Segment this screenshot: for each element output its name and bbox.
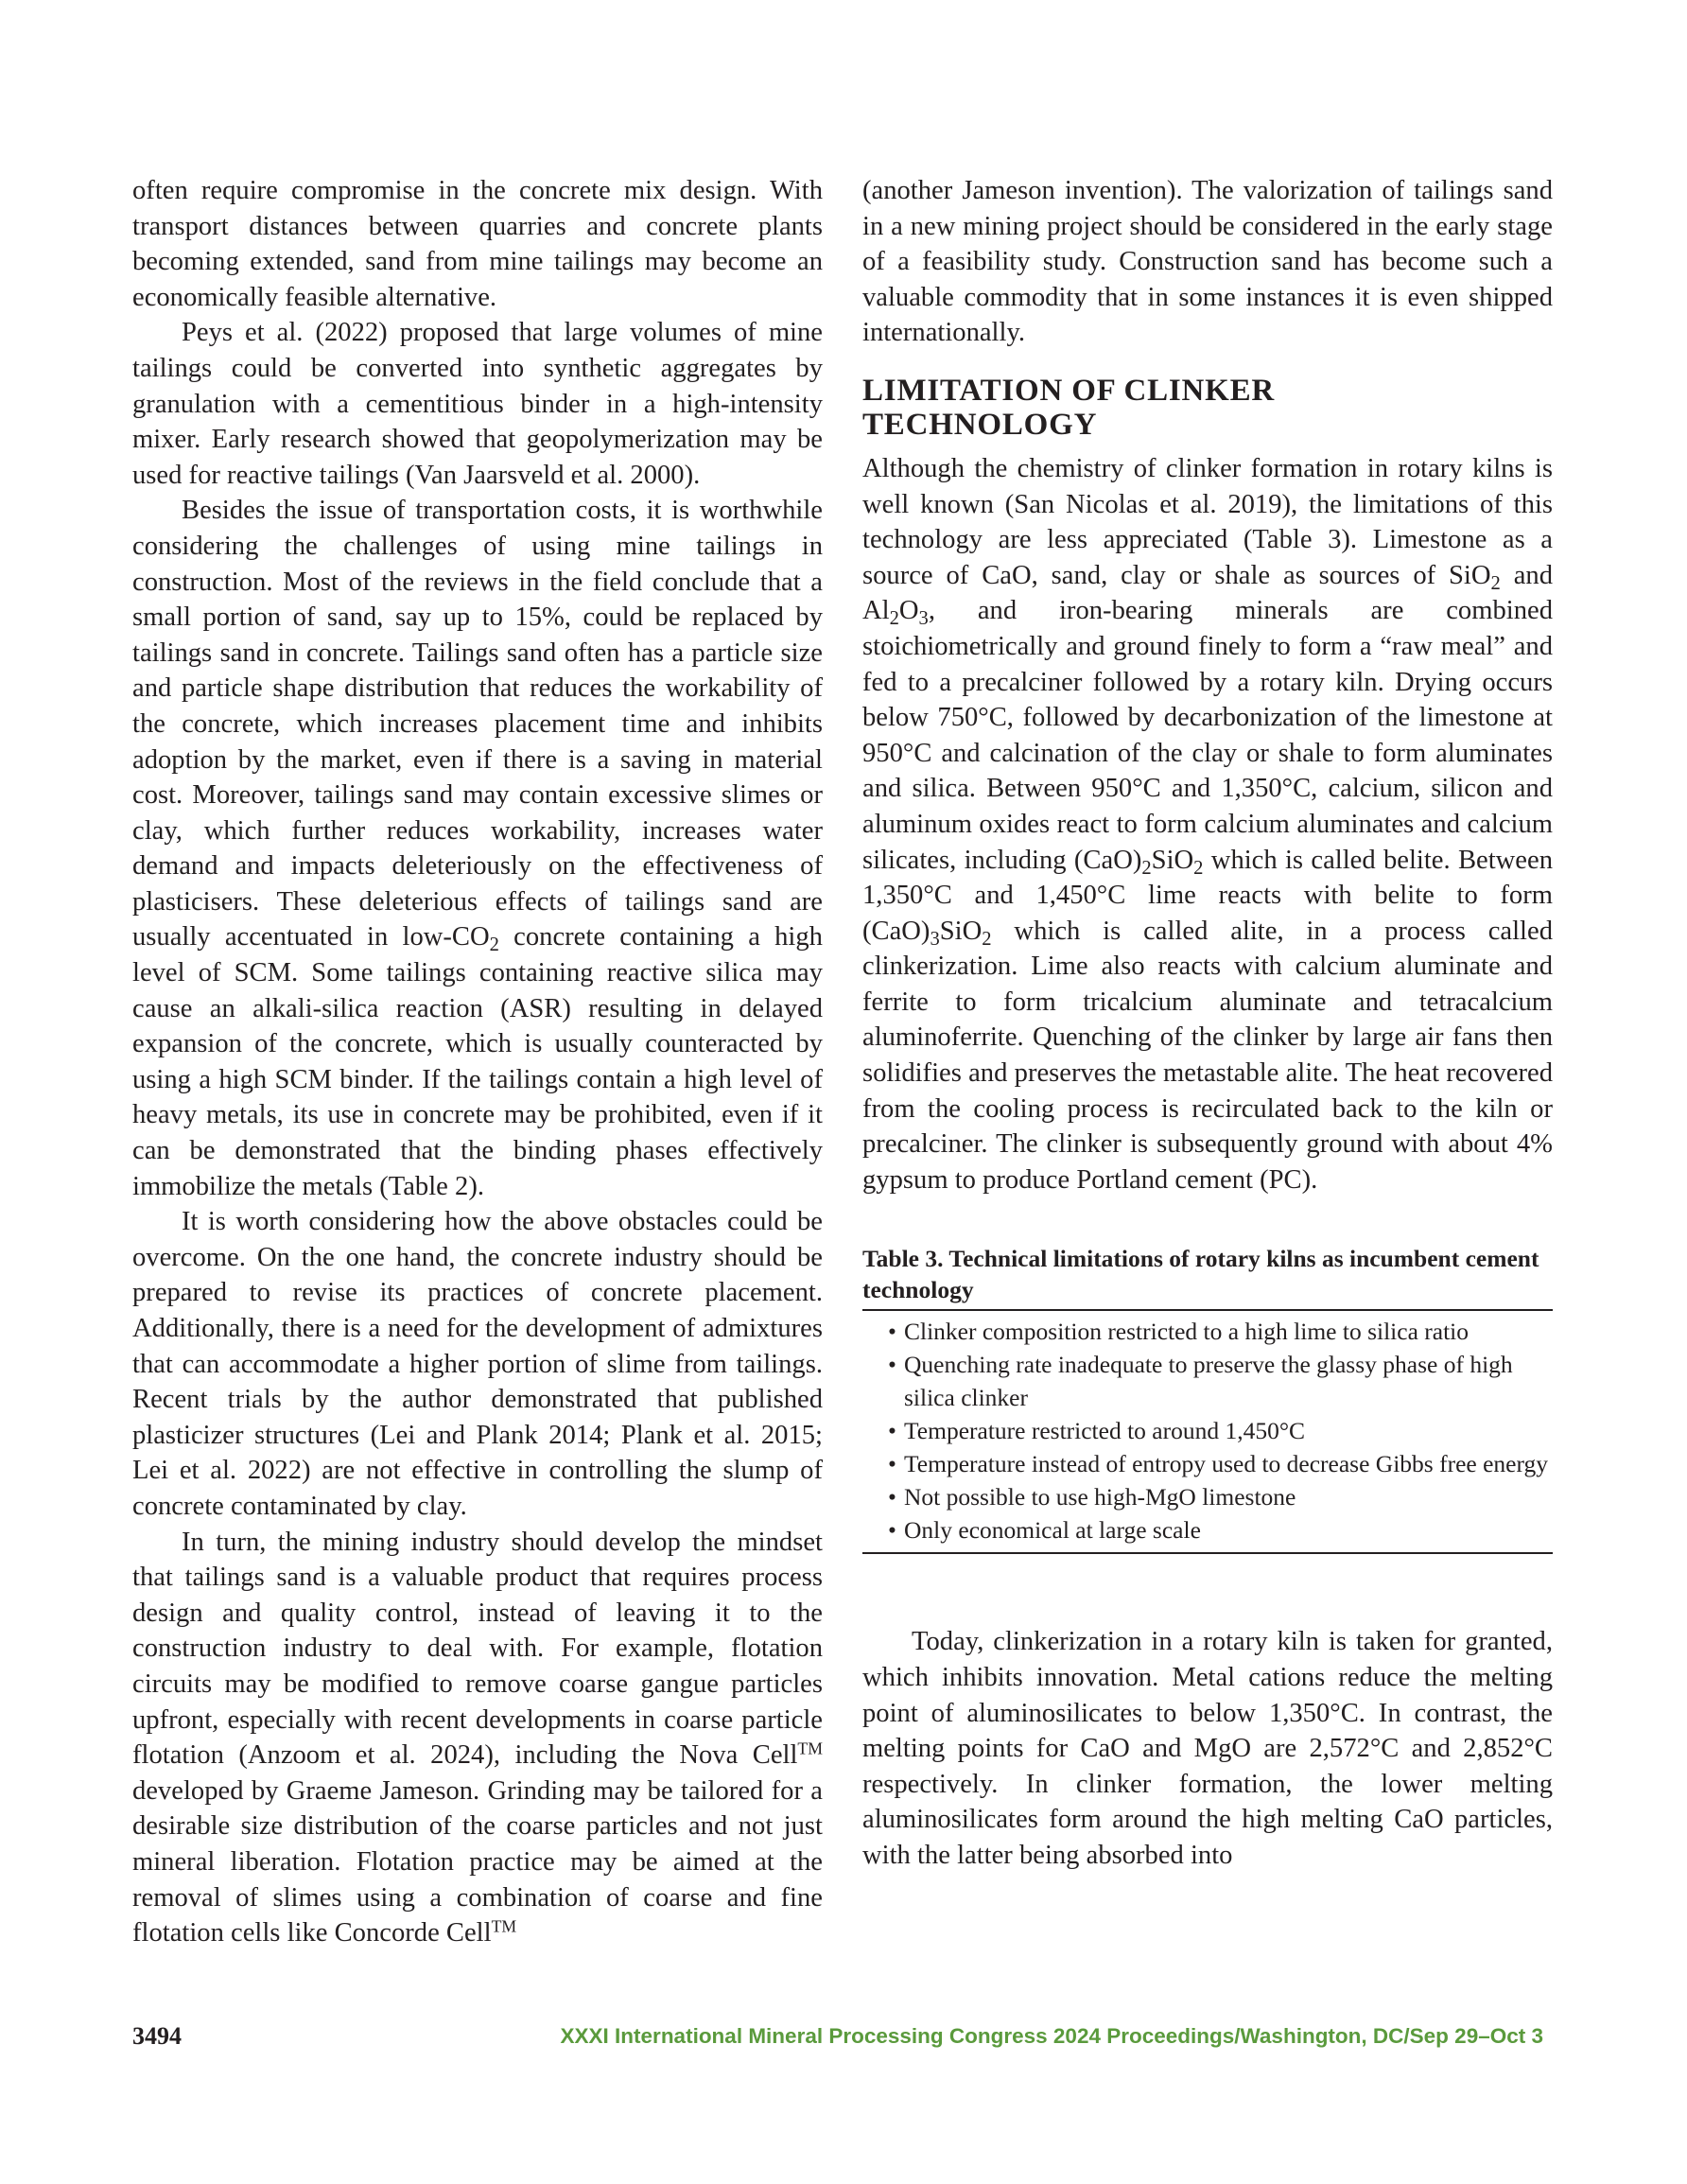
- list-item-text: Only economical at large scale: [904, 1516, 1201, 1545]
- paragraph: (another Jameson invention). The valorization of tailings sand in a new mining project should be considered in the early stage of a feasibility study. Construction sand has become such a valuable commodity that in some instances it is even shipped internationally.: [862, 176, 1553, 348]
- subscript: 3: [918, 608, 929, 630]
- bullet: •: [888, 1351, 896, 1379]
- list-item: [862, 1414, 1553, 1447]
- text-run: developed by Graeme Jameson. Grinding may be tailored for a desirable size distribution of the coarse particles and not just mineral liberation. Flotation practice may be aimed at the removal of slimes using a combination of coarse and fine flotation cells like Concorde Cell: [132, 1775, 823, 1948]
- text-run: and Al: [862, 560, 1554, 626]
- text-run: , and iron-bearing minerals are combined stoichiometrically and ground finely to form a “raw meal” and fed to a precalciner followed by a rotary kiln. Drying occurs below 750°C, followed by decarbonization of the limestone at 950°C and calcination of the clay or shale to form aluminates and silica. Between 950°C and 1,350°C, calcium, silicon and aluminum oxides react to form calcium aluminates and calcium silicates, including (CaO): [862, 596, 1553, 875]
- subscript: 3: [930, 928, 940, 950]
- heading-line: LIMITATION OF CLINKER: [862, 373, 1276, 408]
- subscript: 2: [889, 608, 899, 630]
- paragraph: Today, clinkerization in a rotary kiln is taken for granted, which inhibits innovation. Metal cations reduce the melting point of aluminosilicates to below 1,350°C. In contrast, the melting points for CaO and MgO are 2,572°C and 2,852°C respectively. In clinker formation, the lower melting aluminosilicates form around the high melting CaO particles, with the latter being absorbed into: [862, 1627, 1553, 1870]
- table-caption: Table 3. Technical limitations of rotary kilns as incumbent cement technology: [862, 1243, 1553, 1311]
- subscript: 2: [1193, 857, 1204, 879]
- list-item: [862, 1480, 1553, 1513]
- list-item: [862, 1315, 1553, 1348]
- bullet: •: [888, 1417, 896, 1445]
- text-run: Although the chemistry of clinker formation in rotary kilns is well known (San Nicolas et al. 2019), the limitations of this technology are less appreciated (Table 3). Limestone as a source of CaO, sand, clay or shale as sources of SiO: [862, 453, 1553, 590]
- text-run: which is called belite. Between 1,350°C and 1,450°C lime reacts with belite to form (CaO): [862, 845, 1553, 946]
- bullet: •: [888, 1483, 896, 1511]
- page-number: 3494: [132, 2022, 182, 2050]
- subscript: 2: [489, 935, 499, 956]
- bullet: •: [888, 1450, 896, 1478]
- paragraph: [862, 451, 1553, 1197]
- subscript: 2: [1141, 857, 1152, 879]
- paragraph: Peys et al. (2022) proposed that large volumes of mine tailings could be converted into synthetic aggregates by granulation with a cementitious binder in a high-intensity mixer. Early research showed that geopolymerization may be used for reactive tailings (Van Jaarsveld et al. 2000).: [132, 318, 823, 490]
- section-heading: [862, 374, 1553, 442]
- right-column: [862, 173, 1553, 1874]
- list-item: [862, 1447, 1553, 1480]
- trademark-superscript: TM: [797, 1738, 823, 1758]
- table-3: [862, 1243, 1553, 1554]
- paragraph: [132, 1525, 823, 1951]
- paragraph: often require compromise in the concrete mix design. With transport distances between quarries and concrete plants becoming extended, sand from mine tailings may become an economically feasible alternative.: [132, 176, 823, 312]
- subscript: 2: [1490, 572, 1501, 594]
- running-title: XXXI International Mineral Processing Congress 2024 Proceedings/Washington, DC/Sep 29–Oct 3: [560, 2024, 1543, 2048]
- list-item-text: Temperature instead of entropy used to decrease Gibbs free energy: [904, 1450, 1549, 1478]
- bullet: •: [888, 1516, 896, 1545]
- heading-line: TECHNOLOGY: [862, 407, 1098, 442]
- text-run: Besides the issue of transportation costs, it is worthwhile considering the challenges of using mine tailings in construction. Most of the reviews in the field conclude that a small portion of sand, say up to 15%, could be replaced by tailings sand in concrete. Tailings sand often has a particle size and particle shape distribution that reduces the workability of the concrete, which increases placement time and inhibits adoption by the market, even if there is a saving in material cost. Moreover, tailings sand may contain excessive slimes or clay, which further reduces workability, increases water demand and impacts deleteriously on the effectiveness of plasticisers. These deleterious effects of tailings sand are usually accentuated in low-CO: [132, 496, 823, 952]
- left-column: [132, 173, 823, 1951]
- list-item: [862, 1348, 1553, 1414]
- text-run: which is called alite, in a process called clinkerization. Lime also reacts with calcium aluminate and ferrite to form tricalcium aluminate and tetracalcium aluminoferrite. Quenching of the clinker by large air fans then solidifies and preserves the metastable alite. The heat recovered from the cooling process is recirculated back to the kiln or precalciner. The clinker is subsequently ground with about 4% gypsum to produce Portland cement (PC).: [862, 916, 1553, 1195]
- text-run: SiO: [939, 916, 983, 946]
- text-run: In turn, the mining industry should develop the mindset that tailings sand is a valuable product that requires process design and quality control, instead of leaving it to the construction industry to deal with. For example, flotation circuits may be modified to remove coarse gangue particles upfront, especially with recent developments in coarse particle flotation (Anzoom et al. 2024), including the Nova Cell: [132, 1527, 823, 1771]
- list-item-text: Clinker composition restricted to a high lime to silica ratio: [904, 1318, 1469, 1346]
- page-footer: [132, 2022, 1543, 2056]
- list-item-text: Temperature restricted to around 1,450°C: [904, 1417, 1306, 1445]
- list-item: [862, 1513, 1553, 1546]
- text-run: O: [898, 596, 919, 626]
- table-list: [862, 1311, 1553, 1554]
- list-item-text: Quenching rate inadequate to preserve the glassy phase of high silica clinker: [904, 1351, 1513, 1412]
- paragraph: It is worth considering how the above obstacles could be overcome. On the one hand, the concrete industry should be prepared to revise its practices of concrete placement. Additionally, there is a need for the development of admixtures that can accommodate a higher portion of slime from tailings. Recent trials by the author demonstrated that published plasticizer structures (Lei and Plank 2014; Plank et al. 2015; Lei et al. 2022) are not effective in controlling the slump of concrete contaminated by clay.: [132, 1207, 823, 1521]
- trademark-superscript: TM: [491, 1916, 517, 1936]
- list-item-text: Not possible to use high-MgO limestone: [904, 1483, 1296, 1511]
- subscript: 2: [982, 928, 992, 950]
- text-run: SiO: [1151, 845, 1194, 875]
- text-run: concrete containing a high level of SCM. Some tailings containing reactive silica may cause an alkali-silica reaction (ASR) resulting in delayed expansion of the concrete, which is usually counteracted by using a high SCM binder. If the tailings contain a high level of heavy metals, its use in concrete may be prohibited, even if it can be demonstrated that the binding phases effectively immobilize the metals (Table 2).: [132, 922, 823, 1201]
- bullet: •: [888, 1318, 896, 1346]
- paragraph: [132, 493, 823, 1204]
